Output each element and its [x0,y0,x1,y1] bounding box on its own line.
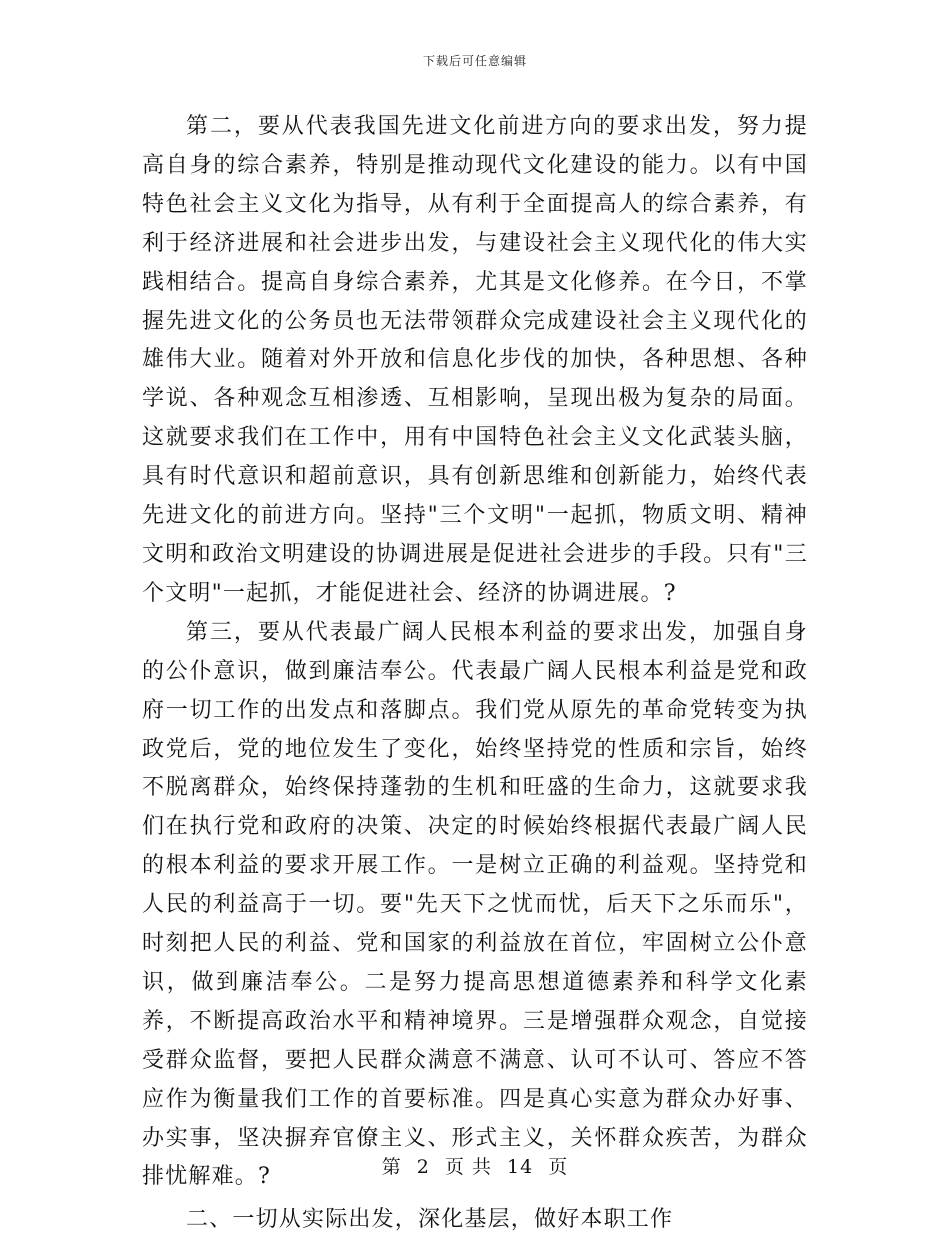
footer-suffix: 页 [548,1156,569,1178]
page-footer [0,1152,950,1179]
page-header: 下载后可任意编辑 [422,54,527,68]
section-heading: 二、一切从实际出发，深化基层，做好本职工作 [186,1207,674,1233]
paragraph-third: 第三，要从代表最广阔人民根本利益的要求出发，加强自身的公仆意识，做到廉洁奉公。代表最广阔人民根本利益是党和政府一切工作的出发点和落脚点。我们党从原先的革命党转变为执政党后，党的地位发生了变化，始终坚持党的性质和宗旨，始终不脱离群众，始终保持蓬勃的生机和旺盛的生命力，这就要求我们在执行党和政府的决策、决定的时候始终根据代表最广阔人民的根本利益的要求开展工作。一是树立正确的利益观。坚持党和人民的利益高于一切。要"先天下之忧而忧，后天下之乐而乐"，时刻把人民的利益、党和国家的利益放在首位，牢固树立公仆意识，做到廉洁奉公。二是努力提高思想道德素养和科学文化素养，不断提高政治水平和精神境界。三是增强群众观念，自觉接受群众监督，要把人民群众满意不满意、认可不认可、答应不答应作为衡量我们工作的首要标准。四是真心实意为群众办好事、办实事，坚决摒弃官僚主义、形式主义，关怀群众疾苦，为群众排忧解难。? [142,619,808,1190]
footer-total-pages: 14 [507,1156,534,1178]
footer-middle: 页 共 [444,1156,492,1178]
paragraph-second: 第二，要从代表我国先进文化前进方向的要求出发，努力提高自身的综合素养，特别是推动现代文化建设的能力。以有中国特色社会主义文化为指导，从有利于全面提高人的综合素养，有利于经济进展和社会进步出发，与建设社会主义现代化的伟大实践相结合。提高自身综合素养，尤其是文化修养。在今日，不掌握先进文化的公务员也无法带领群众完成建设社会主义现代化的雄伟大业。随着对外开放和信息化步伐的加快，各种思想、各种学说、各种观念互相渗透、互相影响，呈现出极为复杂的局面。这就要求我们在工作中，用有中国特色社会主义文化武装头脑，具有时代意识和超前意识，具有创新思维和创新能力，始终代表先进文化的前进方向。坚持"三个文明"一起抓，物质文明、精神文明和政治文明建设的协调进展是促进社会进步的手段。只有"三个文明"一起抓，才能促进社会、经济的协调进展。? [142,114,808,606]
document-body [142,108,808,1240]
footer-page-number: 2 [416,1156,430,1178]
footer-prefix: 第 [381,1156,402,1178]
